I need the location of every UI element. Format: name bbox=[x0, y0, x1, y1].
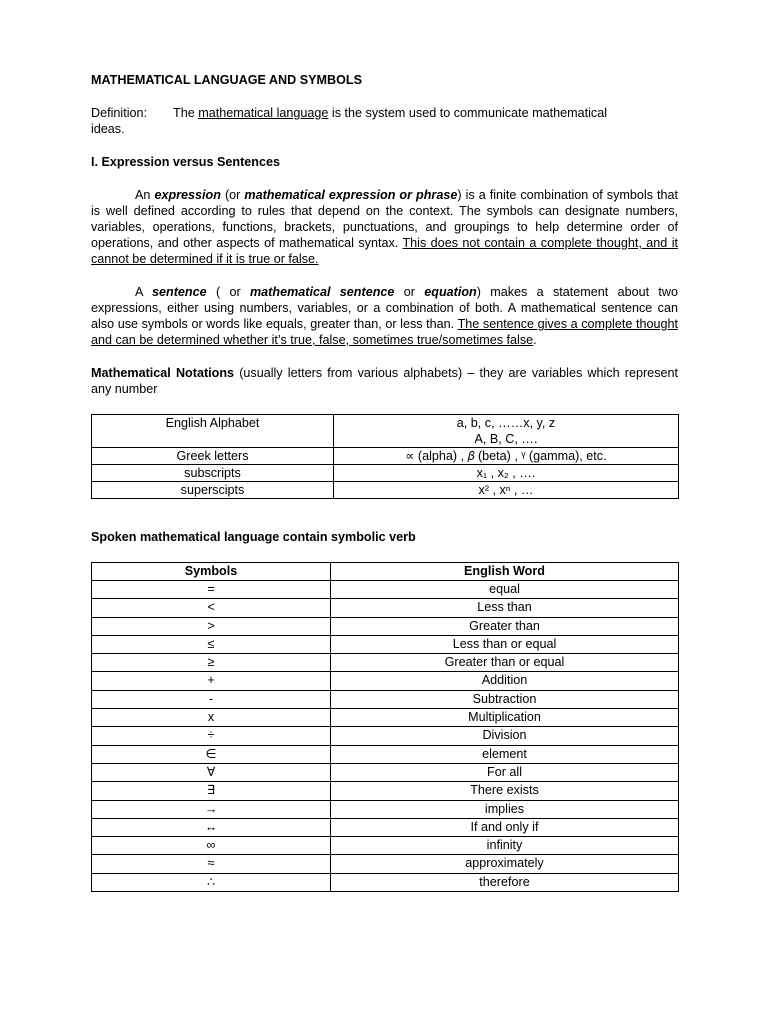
english-word-cell: Subtraction bbox=[331, 690, 679, 708]
term-equation: equation bbox=[424, 285, 477, 299]
table-row bbox=[92, 654, 679, 672]
symbol-cell: = bbox=[92, 581, 331, 599]
notation-value-line: A, B, C, …. bbox=[474, 432, 538, 446]
symbol-cell: ∞ bbox=[92, 837, 331, 855]
text: ( or bbox=[206, 285, 250, 299]
table-row bbox=[92, 415, 679, 448]
notations-heading: Mathematical Notations bbox=[91, 366, 235, 380]
symbol-cell: ∀ bbox=[92, 763, 331, 781]
document-page bbox=[91, 72, 678, 892]
definition-text bbox=[173, 105, 678, 121]
table-row bbox=[92, 837, 679, 855]
text: . bbox=[533, 333, 537, 347]
text: or bbox=[394, 285, 425, 299]
english-word-cell: If and only if bbox=[331, 818, 679, 836]
paragraph-expression bbox=[91, 187, 678, 267]
english-word-cell: therefore bbox=[331, 873, 679, 891]
table-row bbox=[92, 617, 679, 635]
symbol-cell: x bbox=[92, 709, 331, 727]
notation-label: subscripts bbox=[92, 465, 334, 482]
english-word-cell: implies bbox=[331, 800, 679, 818]
english-word-cell: Addition bbox=[331, 672, 679, 690]
column-header-symbols: Symbols bbox=[92, 563, 331, 581]
notation-value-line: a, b, c, ……x, y, z bbox=[456, 416, 556, 430]
notation-label: English Alphabet bbox=[92, 415, 334, 448]
table-row bbox=[92, 482, 679, 499]
english-word-cell: Less than bbox=[331, 599, 679, 617]
table-row bbox=[92, 855, 679, 873]
text: An bbox=[135, 188, 155, 202]
symbol-cell: ∴ bbox=[92, 873, 331, 891]
text: ) makes a statement about two expressions, either using numbers, variables, or a combination of both. A mathematical sentence can also use symbols or words like equals, greater than, or less than. bbox=[91, 285, 679, 331]
underlined-text: This does not contain a complete thought, and it cannot be determined if it is true or false. bbox=[91, 236, 679, 266]
table-row bbox=[92, 763, 679, 781]
english-word-cell: For all bbox=[331, 763, 679, 781]
table-row bbox=[92, 599, 679, 617]
notation-label: Greek letters bbox=[92, 448, 334, 465]
symbols-table bbox=[91, 562, 679, 892]
definition-label: Definition: bbox=[91, 106, 148, 120]
table-row bbox=[92, 448, 679, 465]
english-word-cell: equal bbox=[331, 581, 679, 599]
symbol-cell: + bbox=[92, 672, 331, 690]
symbol-cell: → bbox=[92, 800, 331, 818]
table-row bbox=[92, 727, 679, 745]
notation-value: x² , xⁿ , … bbox=[334, 482, 679, 499]
table-row bbox=[92, 635, 679, 653]
symbols-heading: Spoken mathematical language contain symbolic verb bbox=[91, 530, 416, 544]
english-word-cell: Multiplication bbox=[331, 709, 679, 727]
english-word-cell: infinity bbox=[331, 837, 679, 855]
symbols-table-body bbox=[92, 581, 679, 892]
paragraph-notations bbox=[91, 365, 678, 397]
definition-text-after: is the system used to communicate mathematical bbox=[328, 106, 607, 120]
text: A bbox=[135, 285, 153, 299]
english-word-cell: There exists bbox=[331, 782, 679, 800]
english-word-cell: Division bbox=[331, 727, 679, 745]
table-row bbox=[92, 745, 679, 763]
column-header-english-word: English Word bbox=[331, 563, 679, 581]
table-row bbox=[92, 690, 679, 708]
english-word-cell: Less than or equal bbox=[331, 635, 679, 653]
table-header-row bbox=[92, 563, 679, 581]
term-sentence: sentence bbox=[152, 285, 207, 299]
definition-text-before: The bbox=[173, 106, 199, 120]
table-row bbox=[92, 709, 679, 727]
symbol-cell: ↔ bbox=[92, 818, 331, 836]
definition bbox=[91, 105, 678, 121]
symbol-cell: > bbox=[92, 617, 331, 635]
notation-value: x₁ , x₂ , …. bbox=[334, 465, 679, 482]
symbol-cell: ∈ bbox=[92, 745, 331, 763]
underlined-text: The sentence gives a complete thought and can be determined whether it’s true, false, sometimes true/sometimes false bbox=[91, 317, 678, 347]
symbol-cell: - bbox=[92, 690, 331, 708]
term-expression: expression bbox=[154, 188, 221, 202]
notation-value: ∝ (alpha) , 𝛽 (beta) , ᵞ (gamma), etc. bbox=[334, 448, 679, 465]
notation-table bbox=[91, 414, 679, 499]
english-word-cell: Greater than bbox=[331, 617, 679, 635]
symbol-cell: ≤ bbox=[92, 635, 331, 653]
page-title: MATHEMATICAL LANGUAGE AND SYMBOLS bbox=[91, 73, 362, 87]
definition-continuation: ideas. bbox=[91, 122, 125, 136]
table-row bbox=[92, 800, 679, 818]
notation-value bbox=[334, 415, 679, 448]
table-row bbox=[92, 782, 679, 800]
notation-label: superscipts bbox=[92, 482, 334, 499]
term-mathematical-sentence: mathematical sentence bbox=[249, 285, 395, 299]
symbol-cell: ÷ bbox=[92, 727, 331, 745]
paragraph-sentence bbox=[91, 284, 678, 348]
term-mathematical-expression: mathematical expression or phrase bbox=[244, 188, 458, 202]
english-word-cell: approximately bbox=[331, 855, 679, 873]
table-row bbox=[92, 818, 679, 836]
english-word-cell: Greater than or equal bbox=[331, 654, 679, 672]
section-heading-expression-vs-sentences: I. Expression versus Sentences bbox=[91, 155, 280, 169]
definition-term: mathematical language bbox=[198, 106, 329, 120]
symbol-cell: ≥ bbox=[92, 654, 331, 672]
table-row bbox=[92, 873, 679, 891]
text: (or bbox=[220, 188, 245, 202]
text: ) is a finite combination of symbols that is well defined according to rules that depend on the context. The symbols can designate numbers, variables, operations, functions, brackets, punctuations, and groupings to help determine order of operations, and other aspects of mathematical syntax. bbox=[91, 188, 679, 250]
table-row bbox=[92, 581, 679, 599]
symbol-cell: ≈ bbox=[92, 855, 331, 873]
symbol-cell: ∃ bbox=[92, 782, 331, 800]
symbol-cell: < bbox=[92, 599, 331, 617]
table-row bbox=[92, 465, 679, 482]
table-row bbox=[92, 672, 679, 690]
english-word-cell: element bbox=[331, 745, 679, 763]
notations-text: (usually letters from various alphabets) – they are variables which represent any number bbox=[91, 366, 678, 396]
